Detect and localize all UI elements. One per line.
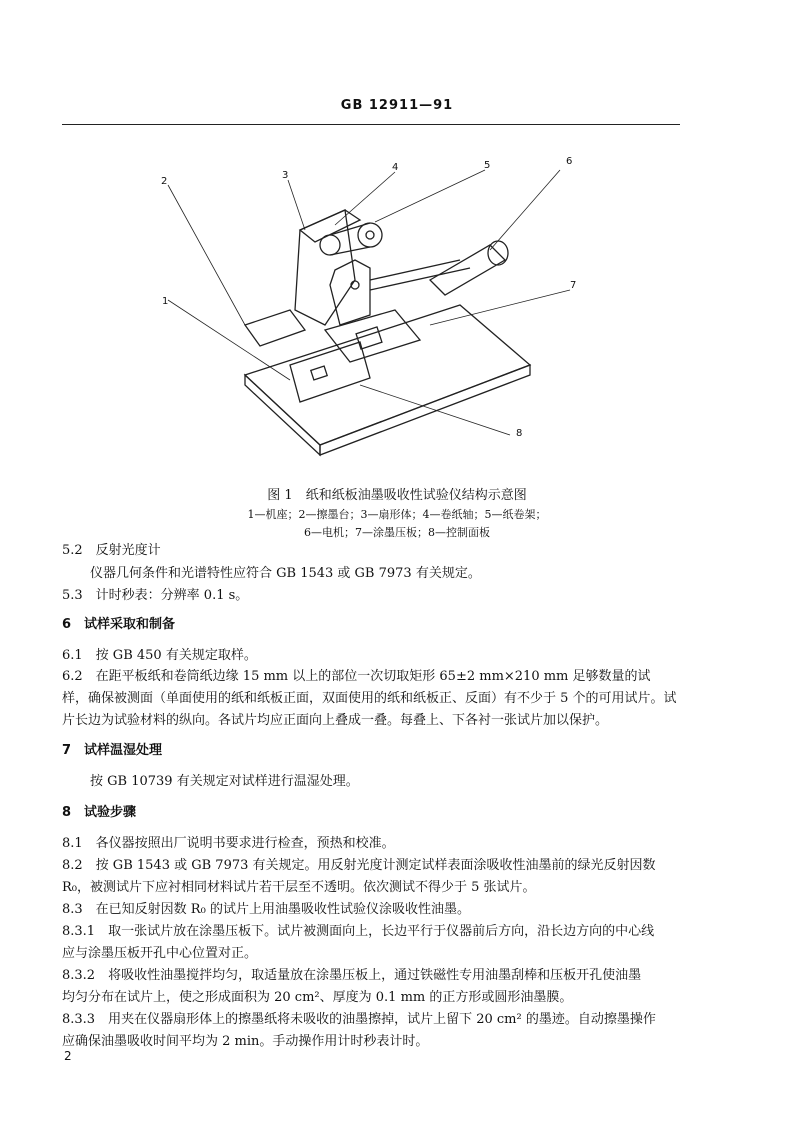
apparatus-drawing (130, 150, 600, 480)
clause-8-2-line-1: 8.2 按 GB 1543 或 GB 7973 有关规定。用反射光度计测定试样表面涂吸收性油墨前的绿光反射因数 (62, 858, 656, 873)
leader-3 (288, 180, 305, 230)
apparatus-figure (130, 150, 600, 480)
clause-5-2-text: 仪器几何条件和光谱特性应符合 GB 1543 或 GB 7973 有关规定。 (90, 566, 481, 581)
callout-4: 4 (392, 162, 399, 173)
callout-3: 3 (282, 170, 289, 181)
leader-5 (375, 170, 485, 222)
header-rule (62, 124, 680, 125)
clause-8-1: 8.1 各仪器按照出厂说明书要求进行检查，预热和校准。 (62, 836, 395, 851)
leader-8 (360, 385, 510, 435)
section-7-heading: 7 试样温湿处理 (62, 743, 163, 758)
clause-7-text: 按 GB 10739 有关规定对试样进行温湿处理。 (90, 774, 359, 789)
section-6-heading: 6 试样采取和制备 (62, 617, 176, 632)
paper-roll-axis (320, 235, 340, 255)
section-8-heading: 8 试验步骤 (62, 805, 137, 820)
leader-1 (168, 300, 290, 380)
callout-5: 5 (484, 160, 491, 171)
clause-8-2-line-2: R₀，被测试片下应衬相同材料试片若干层至不透明。依次测试不得少于 5 张试片。 (62, 880, 536, 895)
clause-6-2-line-2: 样，确保被测面（单面使用的纸和纸板正面，双面使用的纸和纸板正、反面）有不少于 5 个的可用试片。试 (62, 691, 677, 706)
figure-title: 图 1 纸和纸板油墨吸收性试验仪结构示意图 (267, 488, 527, 503)
clause-8-3-2-line-1: 8.3.2 将吸收性油墨搅拌均匀，取适量放在涂墨压板上，通过铁磁性专用油墨刮棒和压板开孔使油墨 (62, 968, 642, 983)
clause-8-3-3-line-1: 8.3.3 用夹在仪器扇形体上的擦墨纸将未吸收的油墨擦掉，试片上留下 20 cm² 的墨迹。自动擦墨操作 (62, 1012, 656, 1027)
clause-5-3: 5.3 计时秒表：分辨率 0.1 s。 (62, 588, 249, 603)
motor (430, 245, 505, 295)
control-panel (290, 342, 370, 402)
callout-8: 8 (516, 428, 523, 439)
clause-8-3-1-line-2: 应与涂墨压板开孔中心位置对正。 (62, 946, 258, 961)
clause-5-2-title: 5.2 反射光度计 (62, 543, 161, 558)
clause-8-3-3-line-2: 应确保油墨吸收时间平均为 2 min。手动操作用计时秒表计时。 (62, 1034, 429, 1049)
page-number: 2 (64, 1049, 72, 1063)
rubbing-table (245, 310, 305, 346)
clause-6-1: 6.1 按 GB 450 有关规定取样。 (62, 648, 257, 663)
leader-2 (168, 185, 245, 325)
clause-6-2-line-1: 6.2 在距平板纸和卷筒纸边缘 15 mm 以上的部位一次切取矩形 65±2 mm×210 mm 足够数量的试 (62, 669, 651, 684)
machine-base (245, 305, 530, 445)
callout-2: 2 (161, 176, 168, 187)
leader-6 (490, 170, 560, 250)
ink-plate (325, 310, 420, 362)
clause-8-3-2-line-2: 均匀分布在试片上，使之形成面积为 20 cm²、厚度为 0.1 mm 的正方形或圆形油墨膜。 (62, 990, 573, 1005)
callout-1: 1 (162, 296, 169, 307)
clause-6-2-line-3: 片长边为试验材料的纵向。各试片均应正面向上叠成一叠。每叠上、下各衬一张试片加以保护。 (62, 713, 609, 728)
standard-header: GB 12911—91 (340, 98, 454, 113)
clause-8-3: 8.3 在已知反射因数 R₀ 的试片上用油墨吸收性试验仪涂吸收性油墨。 (62, 902, 470, 917)
callout-7: 7 (570, 280, 577, 291)
figure-legend-line-1: 1—机座；2—擦墨台；3—扇形体；4—卷纸轴；5—纸卷架； (247, 508, 547, 521)
figure-legend-line-2: 6—电机；7—涂墨压板；8—控制面板 (304, 526, 490, 539)
clause-8-3-1-line-1: 8.3.1 取一张试片放在涂墨压板下。试片被测面向上，长边平行于仪器前后方向，沿长边方向的中心线 (62, 924, 655, 939)
paper-roll-holder (358, 223, 382, 247)
callout-6: 6 (566, 156, 573, 167)
